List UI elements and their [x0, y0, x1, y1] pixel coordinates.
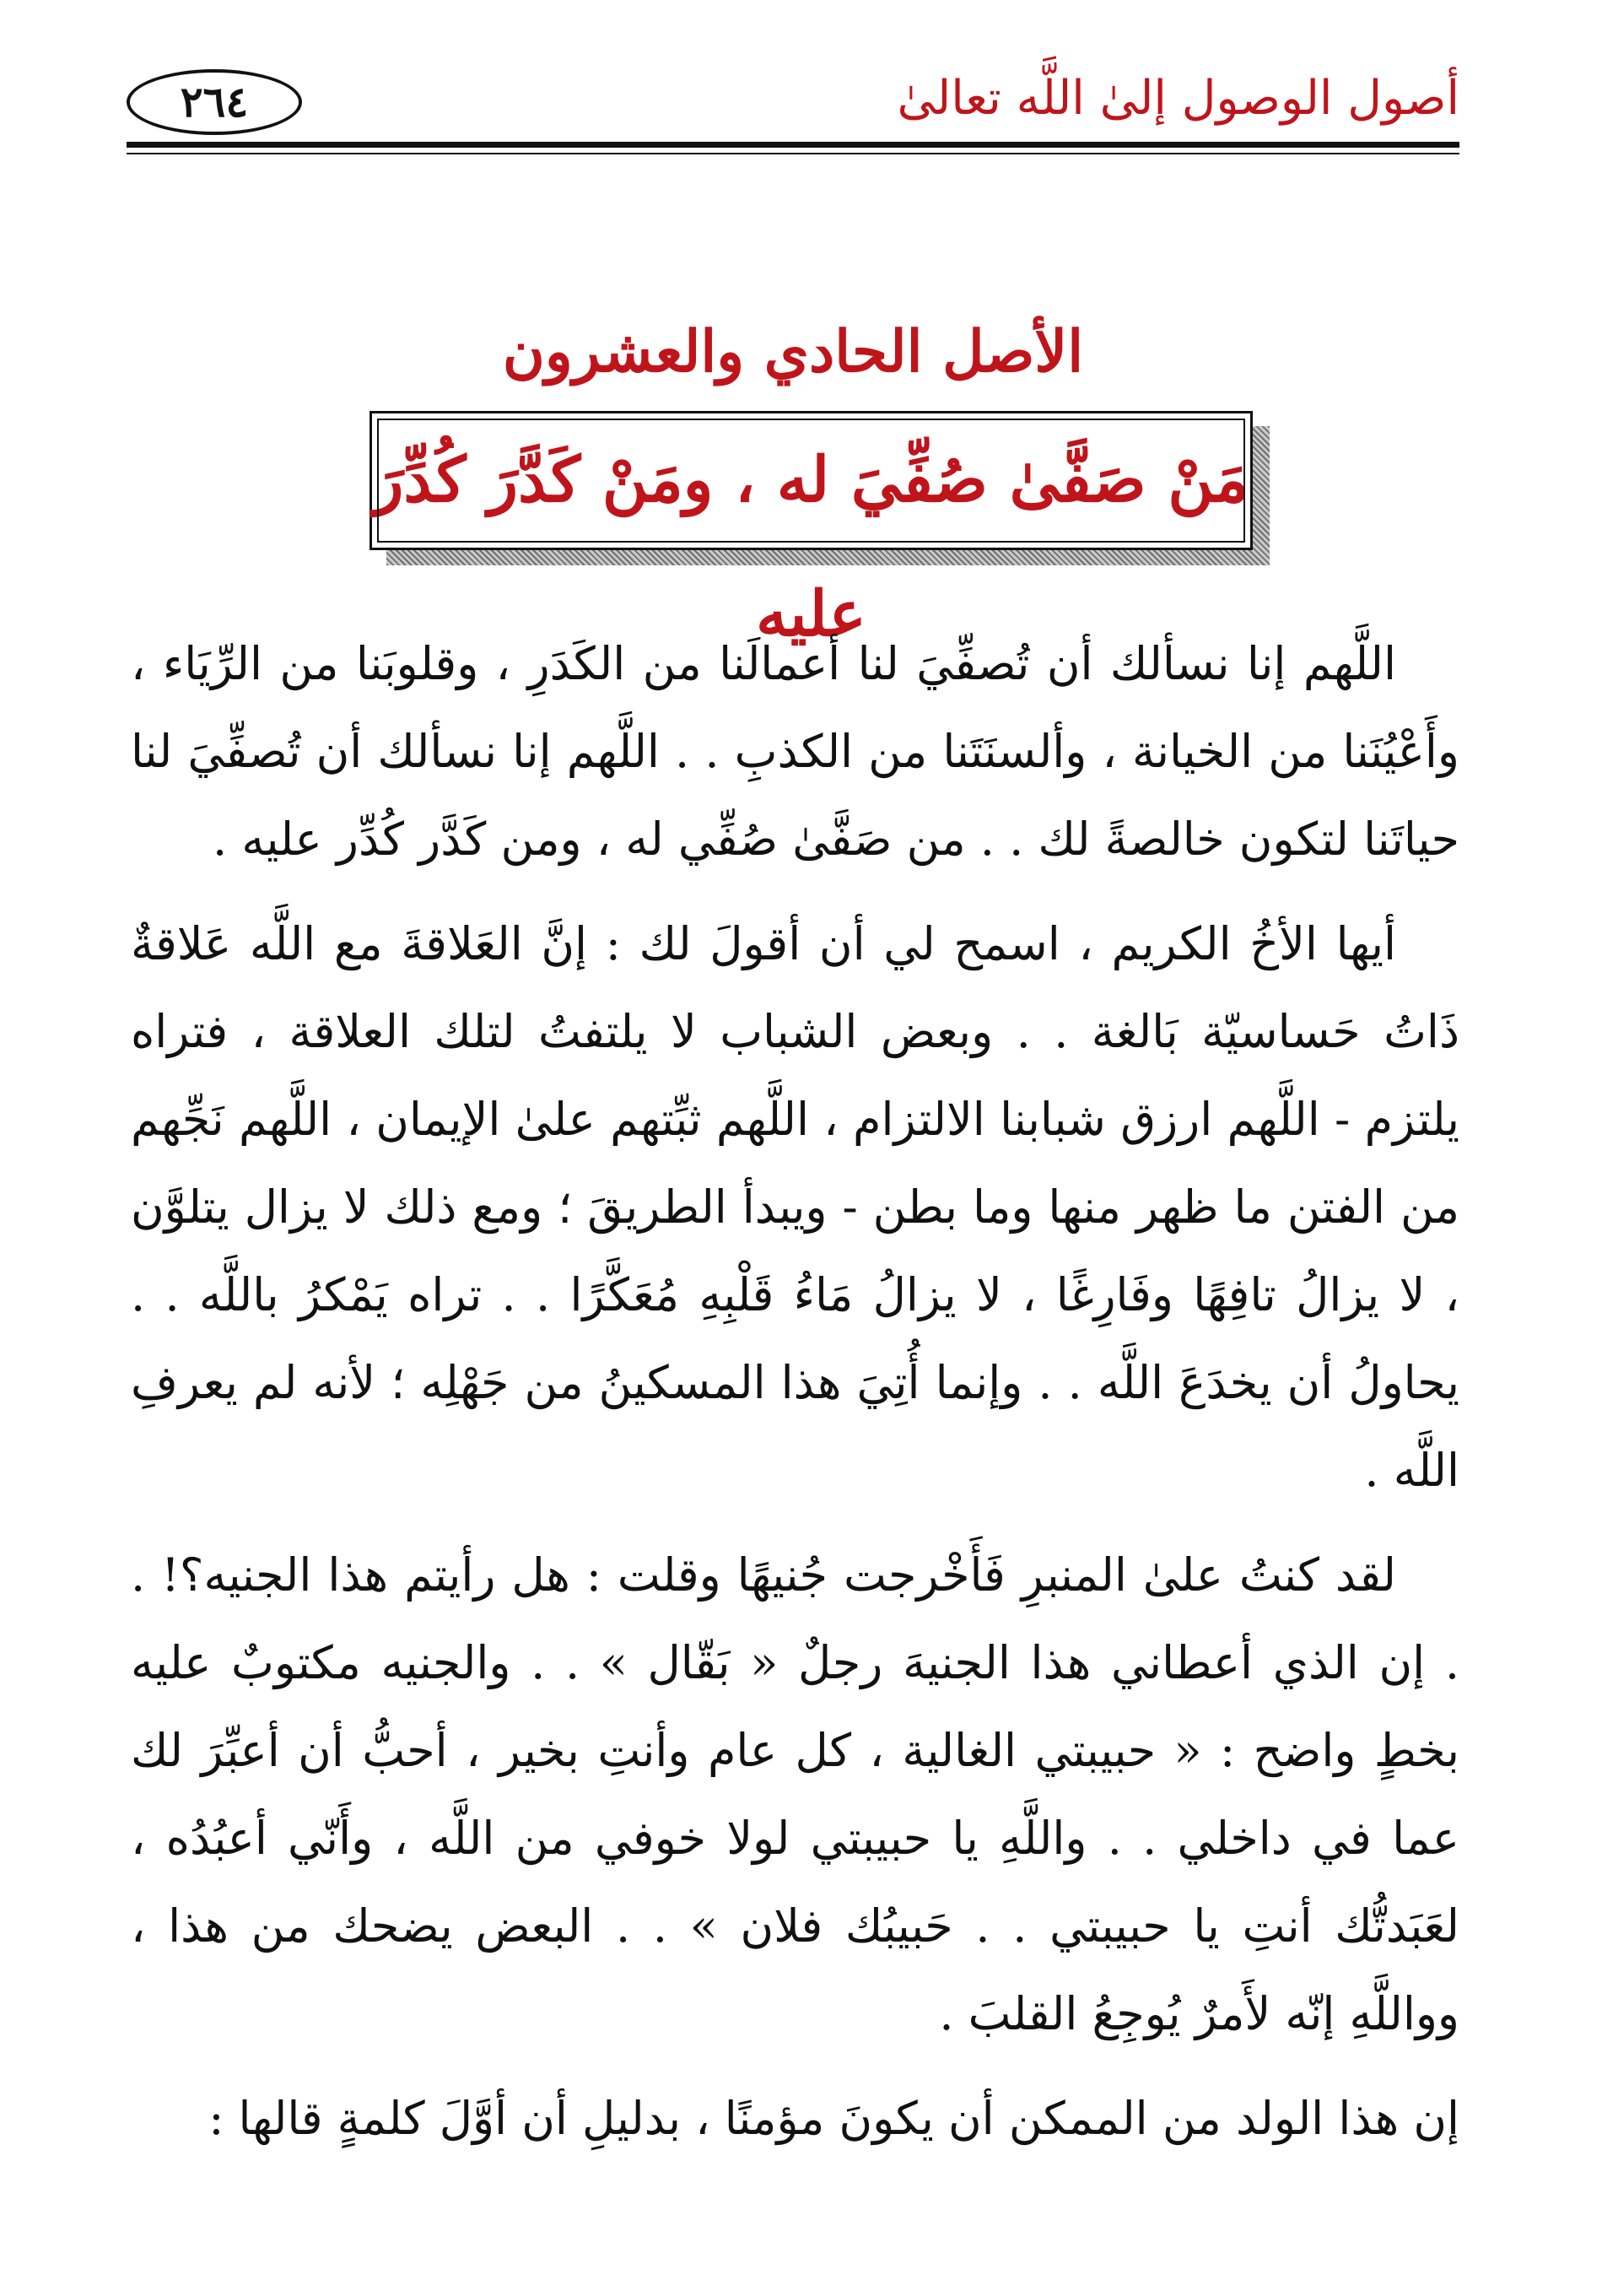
paragraph-1: اللَّهم إنا نسألك أن تُصفِّيَ لنا أعمالَنا من الكَدَرِ ، وقلوبَنا من الرِّيَاء ، وأَعْيُنَنا من الخيانة ، وألسنَتَنا من الكذبِ . . اللَّهم إنا نسألك أن تُصفِّيَ لنا حياتَنا لتكون خالصةً لك . . من صَفَّىٰ صُفِّي له ، ومن كَدَّر كُدِّر عليه .: [131, 637, 1459, 866]
chapter-title-box: [369, 411, 1253, 651]
paragraph-4: إن هذا الولد من الممكن أن يكونَ مؤمنًا ، بدليلِ أن أوَّلَ كلمةٍ قالها :: [208, 2092, 1459, 2145]
running-title: أصول الوصول إلىٰ اللَّه تعالىٰ: [897, 71, 1459, 126]
header-rule-thick: [127, 142, 1459, 148]
chapter-title: مَنْ صَفَّىٰ صُفِّيَ له ، ومَنْ كَدَّرَ كُدِّرَ عليه: [373, 444, 1249, 651]
chapter-heading: الأصل الحادي والعشرون: [502, 318, 1084, 386]
paragraph-3: لقد كنتُ علىٰ المنبرِ فَأَخْرجت جُنيهًا وقلت : هل رأيتم هذا الجنيه؟! . . إن الذي أعطاني هذا الجنيهَ رجلٌ « بَقّال » . . والجنيه مكتوبٌ عليه بخطٍ واضح : « حبيبتي الغالية ، كل عام وأنتِ بخير ، أحبُّ أن أعبِّرَ لك عما في داخلي . . واللَّهِ يا حبيبتي لولا خوفي من اللَّه ، وأَنّي أعبُدُه ، لعَبَدتُّك أنتِ يا حبيبتي . . حَبيبُك فلان » . . البعض يضحك من هذا ، وواللَّهِ إنّه لأَمرٌ يُوجِعُ القلبَ .: [131, 1548, 1459, 2040]
body-text: [131, 620, 1459, 2180]
page-header: [127, 61, 1459, 145]
paragraph-2: أيها الأخُ الكريم ، اسمح لي أن أقولَ لك : إنَّ العَلاقةَ مع اللَّه عَلاقةٌ ذَاتُ حَساسيّة بَالغة . . وبعض الشباب لا يلتفتُ لتلك العلاقة ، فتراه يلتزم - اللَّهم ارزق شبابنا الالتزام ، اللَّهم ثبِّتهم علىٰ الإيمان ، اللَّهم نَجِّهم من الفتن ما ظهر منها وما بطن - ويبدأ الطريقَ ؛ ومع ذلك لا يزال يتلوَّن ، لا يزالُ تافِهًا وفَارِغًا ، لا يزالُ مَاءُ قَلْبِهِ مُعَكَّرًا . . تراه يَمْكرُ باللَّه . . يحاولُ أن يخدَعَ اللَّه . . وإنما أُتِيَ هذا المسكينُ من جَهْلِه ؛ لأنه لم يعرفِ اللَّه .: [131, 917, 1459, 1497]
page-number: ٢٦٤: [127, 69, 302, 135]
header-rule-thin: [127, 153, 1459, 154]
